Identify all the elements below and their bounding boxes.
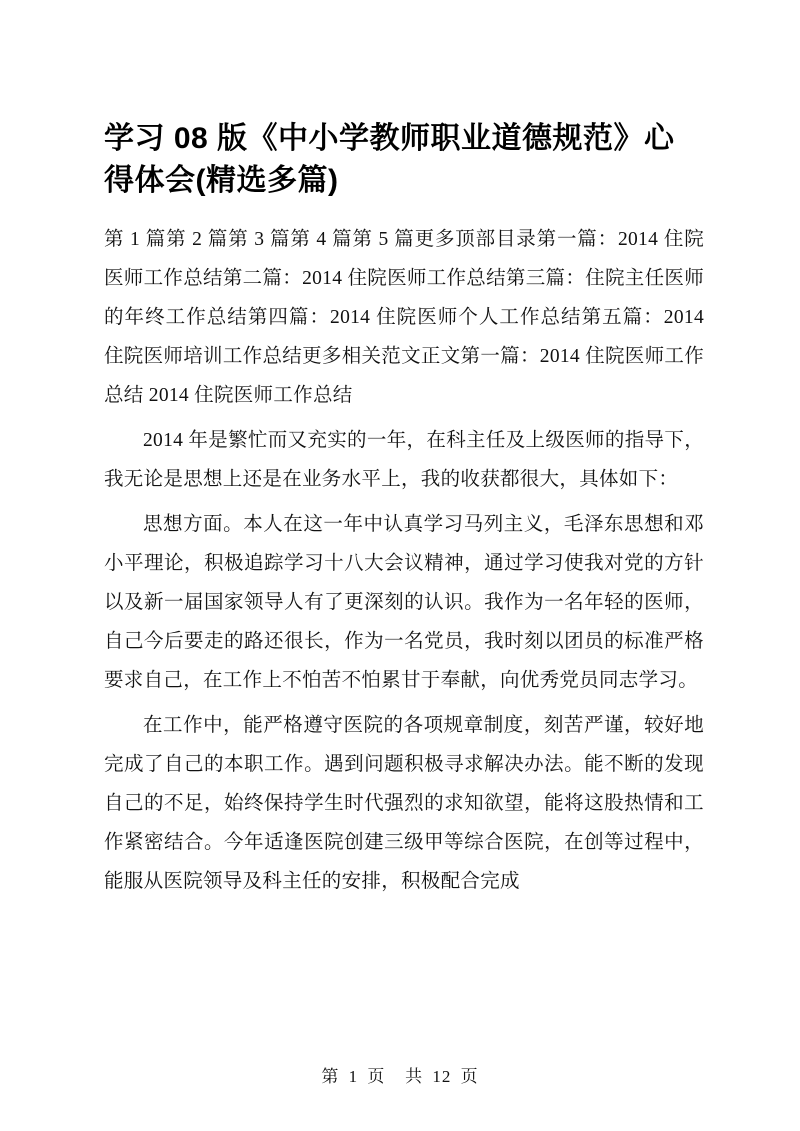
body-paragraph-3: 在工作中，能严格遵守医院的各项规章制度，刻苦严谨，较好地完成了自己的本职工作。遇到问题积极寻求解决办法。能不断的发现自己的不足，始终保持学生时代强烈的求知欲望，能将这股热情和工作紧密结合。今年适逢医院创建三级甲等综合医院，在创等过程中，能服从医院领导及科主任的安排，积极配合完成 (104, 715, 704, 892)
footer-page-number: 1 (348, 1067, 359, 1086)
footer-page-suffix: 页 (367, 1067, 386, 1086)
footer-total-suffix: 页 (460, 1067, 479, 1086)
body-paragraph-1: 2014 年是繁忙而又充实的一年，在科主任及上级医师的指导下，我无论是思想上还是在业务水平上，我的收获都很大，具体如下： (104, 430, 704, 490)
footer-page-prefix: 第 (321, 1067, 340, 1086)
page-footer (0, 1062, 800, 1087)
toc-paragraph: 第 1 篇第 2 篇第 3 篇第 4 篇第 5 篇更多顶部目录第一篇：2014 住院医师工作总结第二篇：2014 住院医师工作总结第三篇：住院主任医师的年终工作总结第四篇：2014 住院医师个人工作总结第五篇：2014 住院医师培训工作总结更多相关范文正文第一篇：2014 住院医师工作总结 2014 住院医师工作总结 (104, 229, 704, 406)
page-title: 学习 08 版《中小学教师职业道德规范》心得体会(精选多篇) (104, 122, 675, 197)
body-paragraph-2: 思想方面。本人在这一年中认真学习马列主义，毛泽东思想和邓小平理论，积极追踪学习十八大会议精神，通过学习使我对党的方针以及新一届国家领导人有了更深刻的认识。我作为一名年轻的医师，自己今后要走的路还很长，作为一名党员，我时刻以团员的标准严格要求自己，在工作上不怕苦不怕累甘于奉献，向优秀党员同志学习。 (104, 514, 704, 691)
footer-total-prefix: 共 (405, 1067, 424, 1086)
footer-total-pages: 12 (432, 1067, 452, 1086)
